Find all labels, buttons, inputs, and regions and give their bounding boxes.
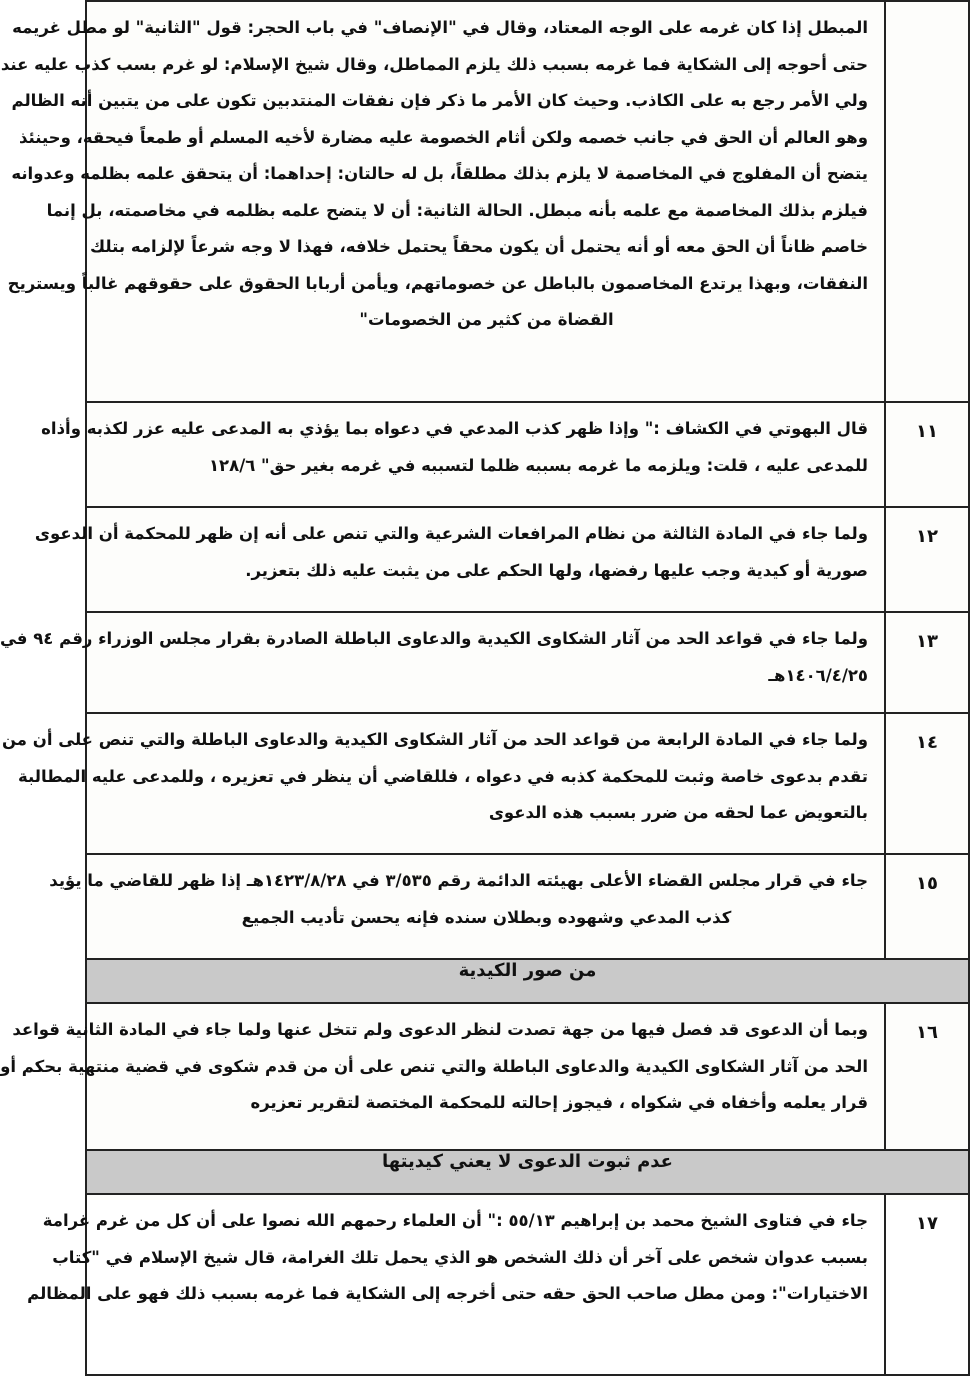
text-line: المبطل إذا كان غرمه على الوجه المعتاد، وقال في "الإنصاف" في باب الحجر: قول "الثانية" لو مطل غريمه (12, 18, 868, 37)
table-row (86, 1194, 969, 1375)
row-text (34, 507, 885, 612)
text-line: جاء في قرار مجلس القضاء الأعلى بهيئته الدائمة رقم ٣/٥٣٥ في ١٤٢٣/٨/٢٨هـ إذا ظهر للقاضي ما يؤيد (49, 871, 868, 890)
text-line: النفقات، وبهذا يرتدع المخاصمون بالباطل عن خصوماتهم، ويأمن أربابا الحقوق على حقوقهم غالباً ويستريح (7, 273, 868, 293)
text-line: ١٤٠٦/٤/٢٥هـ (768, 665, 868, 685)
section-heading-row (86, 959, 969, 1003)
row-number: ١٣ (885, 612, 969, 713)
text-line: للمدعى عليه ، قلت: ويلزمه ما غرمه بسببه ظلما لتسببه في غرمه بغير حق" ١٢٨/٦ (208, 455, 868, 475)
table-row (86, 402, 969, 507)
row-number: ١٢ (885, 507, 969, 612)
row-number: ١٤ (885, 713, 969, 854)
text-line: بالتعويض عما لحقه من ضرر بسبب هذه الدعوى (488, 803, 868, 822)
section-heading: عدم ثبوت الدعوى لا يعني كيديتها (86, 1150, 969, 1194)
text-line: ولي الأمر رجع به على الكاذب. وحيث كان الأمر ما ذكر فإن نفقات المنتدبين تكون على من يتبين أنه الظالم (11, 91, 868, 110)
text-line: ولما جاء في قواعد الحد من آثار الشكاوى الكيدية والدعاوى الباطلة الصادرة بقرار مجلس الوزراء رقم ٩٤ في (0, 629, 868, 648)
row-text (0, 1003, 885, 1150)
text-line: ولما جاء في المادة الرابعة من قواعد الحد من آثار الشكاوى الكيدية والدعاوى الباطلة والتي تنص على أن من (1, 730, 868, 749)
text-line: بسبب عدوان شخص على آخر أن ذلك الشخص هو الذي يحمل تلك الغرامة، قال شيخ الإسلام في "كتاب (52, 1247, 868, 1267)
row-text (49, 854, 885, 959)
text-line: وهو العالم أن الحق في جانب خصمه ولكن أثام الخصومة عليه مضارة لأخيه المسلم أو طمعاً فيحقه، وحينئذ (18, 127, 868, 147)
text-line: جاء في فتاوى الشيخ محمد بن إبراهيم ٥٥/١٣ :" أن العلماء رحمهم الله نصوا على أن كل من غرم غرامة (42, 1211, 868, 1230)
row-text (27, 1194, 885, 1375)
text-line: تقدم بدعوى خاصة وثبت للمحكمة كذبه في دعواه ، فللقاضي أن ينظر في تعزيره ، وللمدعى عليه المطالبة (18, 766, 868, 786)
row-number: ١٧ (885, 1194, 969, 1375)
text-line: حتى أحوجه إلى الشكاية فما غرمه بسبب ذلك يلزم المماطل، وقال شيخ الإسلام: لو غرم بسب كذب عليه عند (0, 54, 868, 74)
text-line: القضاة من كثير من الخصومات" (359, 310, 614, 329)
section-heading-row (86, 1150, 969, 1194)
table-row (86, 713, 969, 854)
table-row (86, 612, 969, 713)
table-row (86, 854, 969, 959)
section-heading: من صور الكيدية (86, 959, 969, 1003)
text-line: قال البهوتي في الكشاف :" وإذا ظهر كذب المدعي في دعواه بما يؤذي به المدعى عليه عزر لكذبه وأذاه (41, 419, 868, 438)
table-row (86, 1, 969, 402)
text-line: الحد من آثار الشكاوى الكيدية والدعاوى الباطلة والتي تنص على أن من قدم شكوى في قضية منتهية بحكم أو (0, 1056, 868, 1076)
row-text (1, 713, 885, 854)
table-row (86, 1003, 969, 1150)
text-line: كذب المدعي وشهوده وبطلان سنده فإنه يحسن تأديب الجميع (241, 907, 732, 927)
row-number: ١٥ (885, 854, 969, 959)
text-line: صورية أو كيدية وجب عليها رفضها، ولها الحكم على من يثبت عليه ذلك بتعزير. (245, 560, 868, 580)
row-number (885, 1, 969, 402)
text-line: فيلزم بذلك المخاصمة مع علمه بأنه مبطل. الحالة الثانية: أن لا يتضح علمه بظلمه في مخاصمته، بل إنما (46, 200, 868, 220)
text-line: خاصم ظاناً أن الحق معه أو أنه يحتمل أن يكون محقاً يحتمل خلافه، فهذا لا وجه شرعاً لإلزامه بتلك (90, 237, 868, 256)
table-row (86, 507, 969, 612)
row-text (41, 402, 885, 507)
text-line: الاختيارات": ومن مطل صاحب الحق حقه حتى أخرجه إلى الشكاية فما غرمه بسبب ذلك فهو على المظالم (27, 1284, 868, 1303)
text-line: قرار يعلمه وأخفاه في شكواه ، فيجوز إحالته للمحكمة المختصة لتقرير تعزيره (250, 1093, 868, 1112)
row-number: ١٦ (885, 1003, 969, 1150)
text-line: يتضح أن المفلوج في المخاصمة لا يلزم بذلك مطلقاً، بل له حالتان: إحداهما: أن يتحقق علمه بظلمه وعدوانه (11, 164, 868, 183)
row-text (0, 1, 885, 402)
row-number: ١١ (885, 402, 969, 507)
text-line: ولما جاء في المادة الثالثة من نظام المرافعات الشرعية والتي تنص على أنه إن ظهر للمحكمة أن الدعوى (34, 524, 868, 543)
text-line: وبما أن الدعوى قد فصل فيها من جهة تصدت لنظر الدعوى ولم تتخل عنها ولما جاء في المادة الثانية قواعد (12, 1020, 868, 1039)
row-text (0, 612, 885, 713)
